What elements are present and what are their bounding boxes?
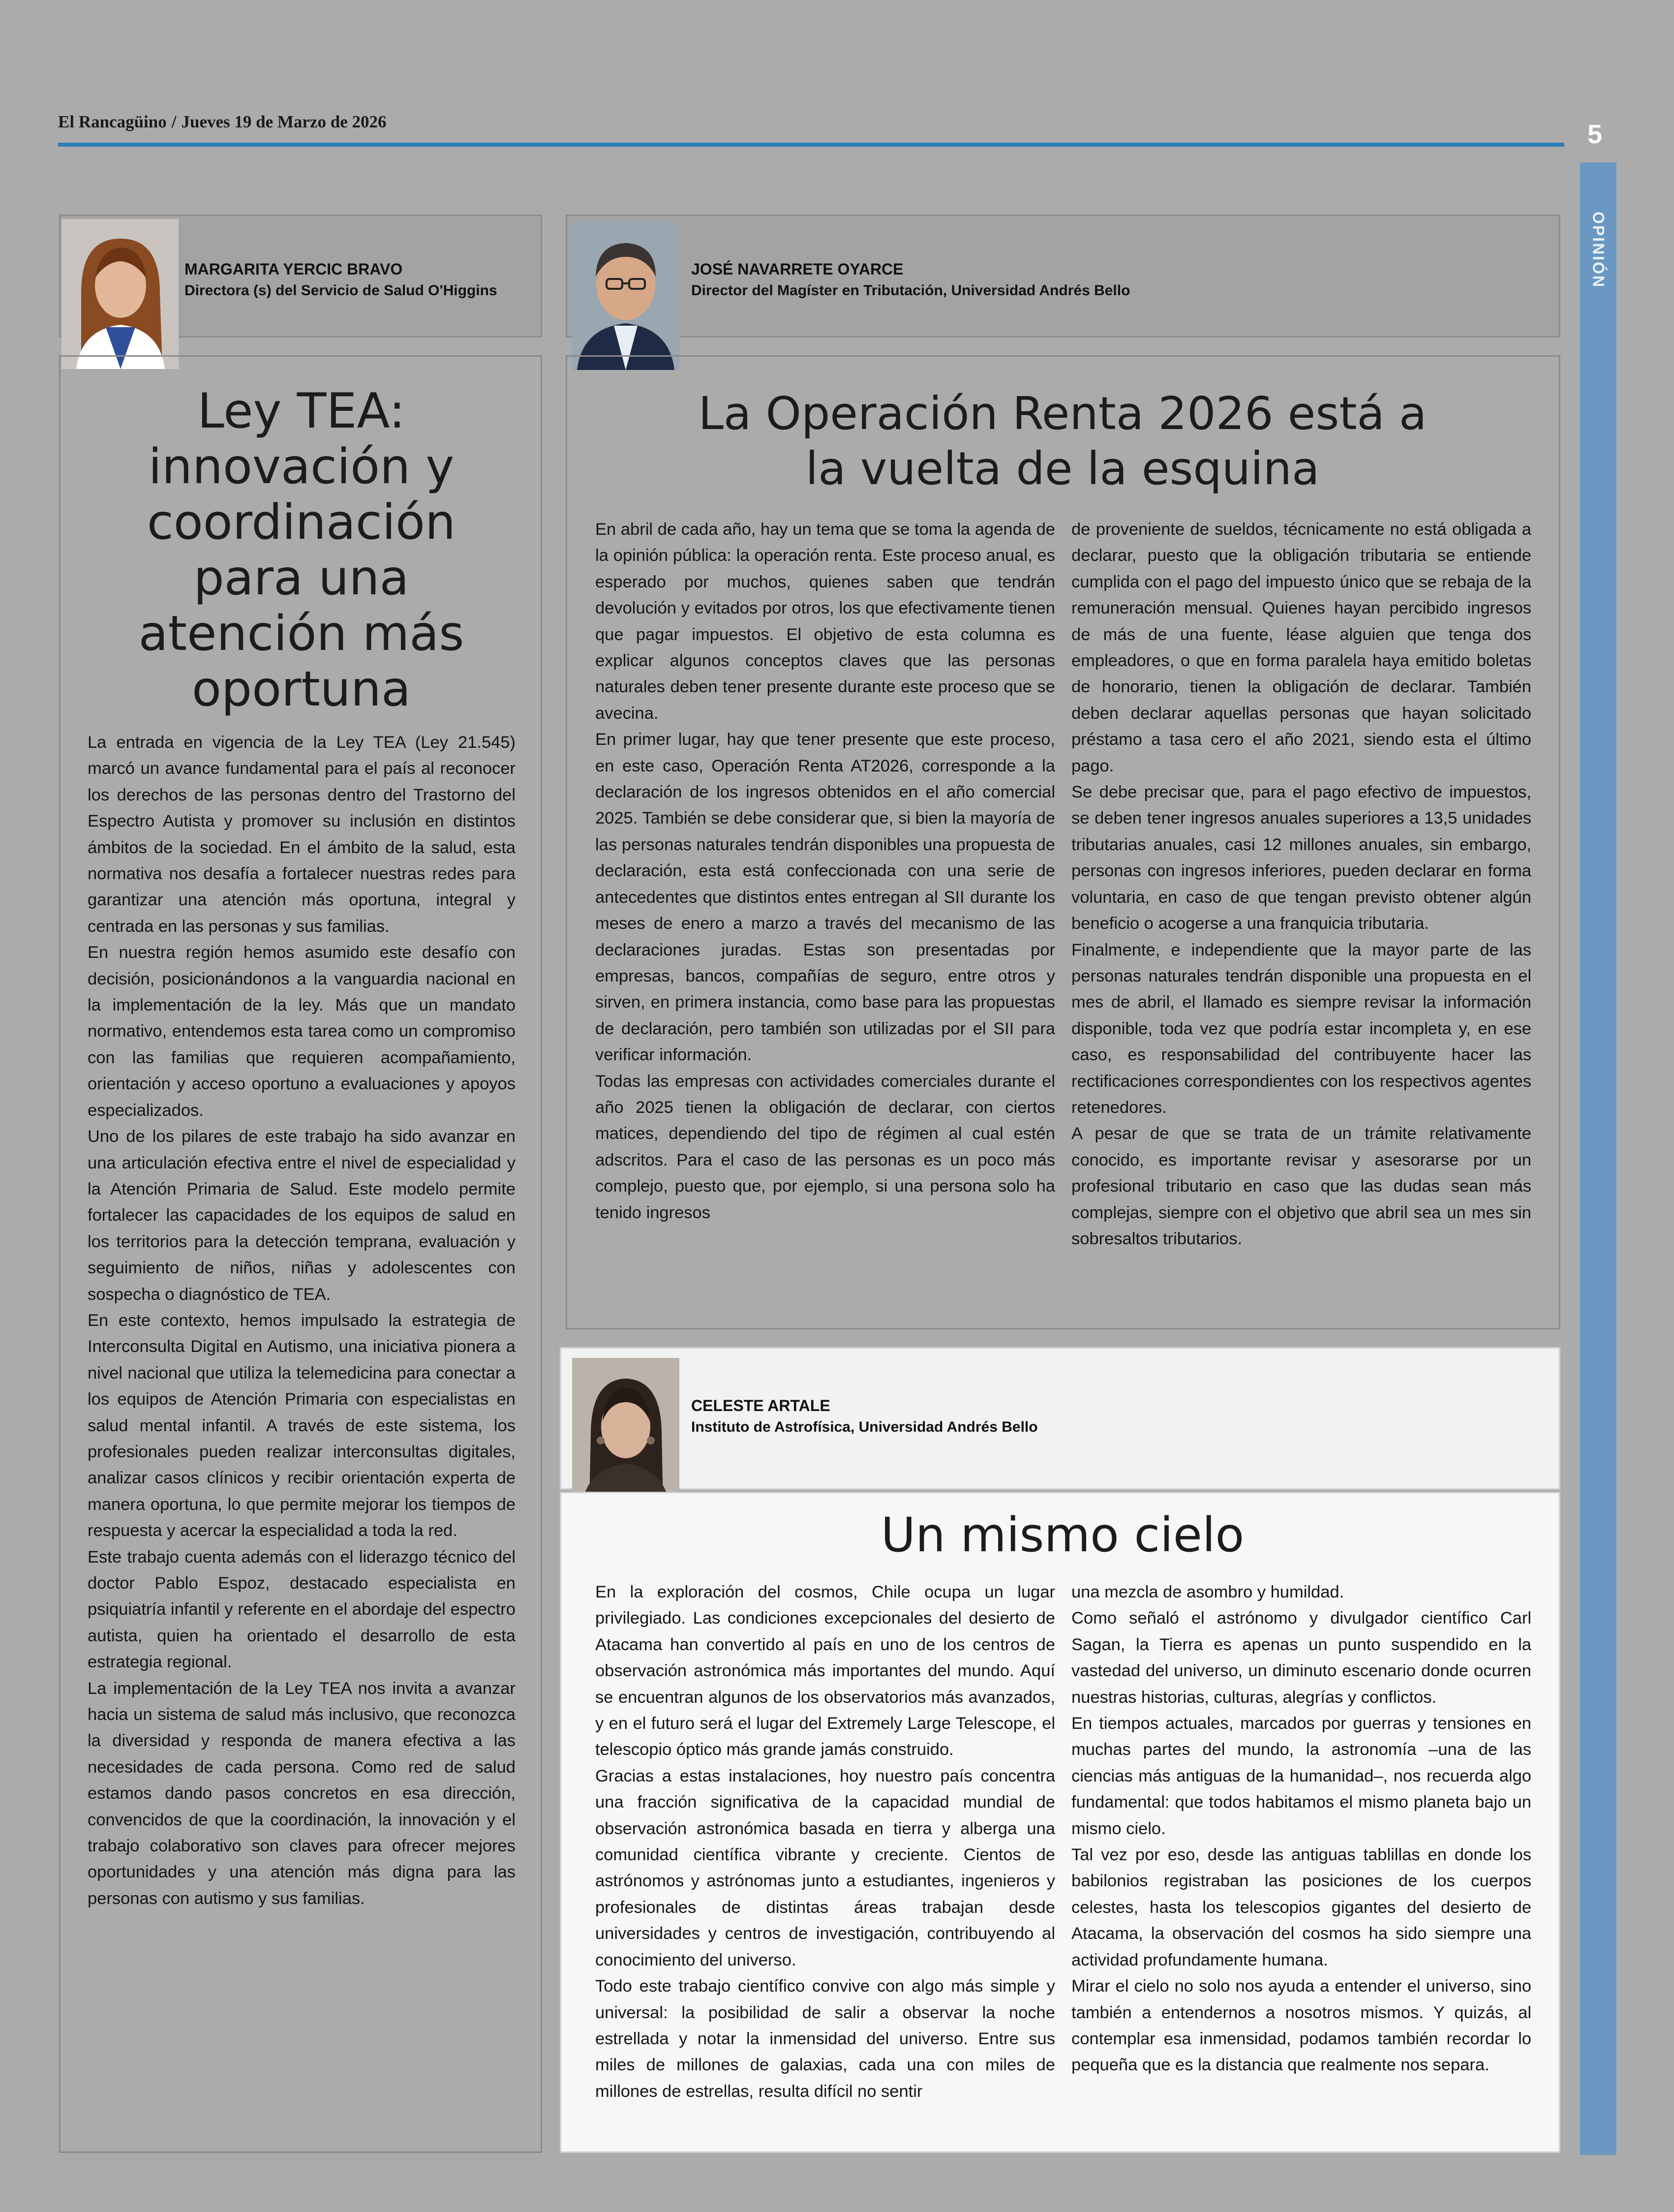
author-block-artale bbox=[691, 1395, 1527, 1438]
body-renta-col-1 bbox=[595, 517, 1055, 1226]
issue-date: Jueves 19 de Marzo de 2026 bbox=[181, 112, 387, 131]
body-ley-tea bbox=[88, 730, 516, 1912]
author-photo-yercic bbox=[61, 219, 179, 369]
headline-ley-tea: Ley TEA: innovación y coordinación para una atención más oportuna bbox=[138, 383, 464, 717]
author-name: MARGARITA YERCIC BRAVO bbox=[184, 260, 403, 278]
paragraph: En este contexto, hemos impulsado la estrategia de Interconsulta Digital en Autismo, una iniciativa pionera a nivel nacional que utiliza la telemedicina para conectar a los equipos de Atención Primaria con especialistas en salud mental infantil. A través de este sistema, los profesionales pueden realizar interconsultas digitales, analizar casos clínicos y recibir orientación experta de manera oportuna, lo que permite mejorar los tiempos de respuesta y acercar la especialidad a toda la red. bbox=[88, 1311, 516, 1540]
paragraph: Tal vez por eso, desde las antiguas tablillas en donde los babilonios registraban las posiciones de los cuerpos celestes, hasta los telescopios gigantes del desierto de Atacama, la observación del cosmos ha sido siempre una actividad profundamente humana. bbox=[1071, 1845, 1531, 1969]
paragraph: Mirar el cielo no solo nos ayuda a entender el universo, sino también a entendernos a nosotros mismos. Y quizás, al contemplar esa inmensidad, podamos también recordar lo pequeña que es la distancia que realmente nos separa. bbox=[1071, 1977, 1531, 2075]
paragraph: de proveniente de sueldos, técnicamente no está obligada a declarar, puesto que la obligación tributaria se entiende cumplida con el pago del impuesto único que se rebaja de la remuneración mensual. Quienes hayan percibido ingresos de más de una fuente, léase alguien que tenga dos empleadores, o que en forma paralela haya emitido boletas de honorario, tienen la obligación de declarar. También deben declarar aquellas personas que hayan solicitado préstamo a tasa cero el año 2021, siendo esta el último pago. bbox=[1071, 520, 1531, 775]
section-label: OPINIÓN bbox=[1589, 212, 1608, 289]
author-block-navarrete bbox=[691, 258, 1527, 302]
paragraph: Como señaló el astrónomo y divulgador científico Carl Sagan, la Tierra es apenas un punto suspendido en la vastedad del universo, un diminuto escenario donde ocurren nuestras historias, culturas, alegrías y conflictos. bbox=[1071, 1609, 1531, 1707]
paragraph: En nuestra región hemos asumido este desafío con decisión, posicionándonos a la vanguardia nacional en la implementación de la ley. Más que un mandato normativo, entendemos esta tarea como un compromiso con las familias que requieren acompañamiento, orientación y acceso oportuno a evaluaciones y apoyos especializados. bbox=[88, 943, 516, 1120]
paragraph: Se debe precisar que, para el pago efectivo de impuestos, se deben tener ingresos anuales superiores a 13,5 unidades tributarias anuales, casi 12 millones anuales, sin embargo, personas con ingresos inferiores, pueden declarar en forma voluntaria, en caso de que tengan previsto obtener algún beneficio o acogerse a una franquicia tributaria. bbox=[1071, 783, 1531, 933]
author-role: Directora (s) del Servicio de Salud O'Higgins bbox=[184, 282, 497, 299]
section-side-strip bbox=[1580, 162, 1616, 2155]
paragraph: Finalmente, e independiente que la mayor parte de las personas naturales tendrán disponible una propuesta en el mes de abril, el llamado es siempre revisar la información disponible, toda vez que podría estar incompleta y, en ese caso, es responsabilidad del contribuyente hacer las rectificaciones correspondientes con los respectivos agentes retenedores. bbox=[1071, 940, 1531, 1117]
paragraph: En tiempos actuales, marcados por guerras y tensiones en muchas partes del mundo, la astronomía –una de las ciencias más antiguas de la humanidad–, nos recuerda algo fundamental: que todos habitamos el mismo planeta bajo un mismo cielo. bbox=[1071, 1714, 1531, 1838]
paragraph: La implementación de la Ley TEA nos invita a avanzar hacia un sistema de salud más inclusivo, que reconozca la diversidad y responda de manera efectiva a las necesidades de cada persona. Como red de salud estamos dando pasos concretos en esa dirección, convencidos de que la coordinación, la innovación y el trabajo colaborativo son claves para ofrecer mejores oportunidades y una atención más digna para las personas con autismo y sus familias. bbox=[88, 1679, 516, 1908]
body-cielo-col-1 bbox=[595, 1579, 1055, 2105]
author-name: JOSÉ NAVARRETE OYARCE bbox=[691, 260, 904, 278]
masthead-separator: / bbox=[171, 112, 177, 131]
paragraph: una mezcla de asombro y humildad. bbox=[1071, 1583, 1344, 1601]
author-name: CELESTE ARTALE bbox=[691, 1397, 830, 1414]
paragraph: Todo este trabajo científico convive con algo más simple y universal: la posibilidad de salir a observar la noche estrellada y notar la inmensidad del universo. Entre sus miles de millones de galaxias, cada una con miles de millones de estrellas, resulta difícil no sentir bbox=[595, 1977, 1055, 2101]
author-role: Director del Magíster en Tributación, Universidad Andrés Bello bbox=[691, 282, 1130, 299]
paragraph: Este trabajo cuenta además con el liderazgo técnico del doctor Pablo Espoz, destacado especialista en psiquiatría infantil y referente en el abordaje del espectro autista, quien ha orientado el desarrollo de esta estrategia regional. bbox=[88, 1547, 516, 1672]
body-renta-col-2 bbox=[1071, 517, 1531, 1252]
page-number: 5 bbox=[1587, 120, 1603, 149]
woman-portrait-icon bbox=[61, 219, 179, 369]
author-photo-navarrete bbox=[572, 222, 679, 370]
paragraph: En abril de cada año, hay un tema que se toma la agenda de la opinión pública: la operación renta. Este proceso anual, es esperado por muchos, quienes saben que tendrán devolución y evitados por otros, los que efectivamente tienen que pagar impuestos. El objetivo de esta columna es explicar algunos conceptos claves que las personas naturales deben tener presente durante este proceso que se avecina. bbox=[595, 520, 1055, 723]
headline-cielo: Un mismo cielo bbox=[881, 1507, 1245, 1563]
author-role: Instituto de Astrofísica, Universidad Andrés Bello bbox=[691, 1419, 1038, 1435]
paragraph: Gracias a estas instalaciones, hoy nuestro país concentra una fracción significativa de la capacidad mundial de observación astronómica basada en tierra y alberga una comunidad científica vibrante y creciente. Cientos de astrónomos y astrónomas junto a estudiantes, ingenieros y profesionales de distintas áreas trabajan desde universidades y centros de investigación, contribuyendo al conocimiento del universo. bbox=[595, 1766, 1055, 1969]
author-photo-artale bbox=[572, 1358, 679, 1505]
paragraph: A pesar de que se trata de un trámite relativamente conocido, es importante revisar y asesorarse por un profesional tributario en caso que las dudas sean más complejas, siempre con el objetivo que abril sea un mes sin sobresaltos tributarios. bbox=[1071, 1124, 1531, 1248]
newspaper-name: El Rancagüino bbox=[58, 112, 167, 131]
masthead bbox=[58, 112, 387, 132]
paragraph: Todas las empresas con actividades comerciales durante el año 2025 tienen la obligación de declarar, con ciertos matices, dependiendo del tipo de régimen al cual estén adscritos. Para el caso de las personas es un poco más complejo, puesto que, por ejemplo, si una persona solo ha tenido ingresos bbox=[595, 1072, 1055, 1222]
paragraph: Uno de los pilares de este trabajo ha sido avanzar en una articulación efectiva entre el nivel de especialidad y la Atención Primaria de Salud. Este modelo permite fortalecer las capacidades de los equipos de salud en los territorios para la detección temprana, evaluación y seguimiento de niños, niñas y adolescentes con sospecha o diagnóstico de TEA. bbox=[88, 1127, 516, 1304]
author-block-yercic bbox=[184, 258, 529, 302]
body-cielo-col-2 bbox=[1071, 1579, 1531, 2079]
woman-portrait-icon bbox=[572, 1358, 679, 1505]
paragraph: En la exploración del cosmos, Chile ocupa un lugar privilegiado. Las condiciones excepcionales del desierto de Atacama han convertido al país en uno de los centros de observación astronómica más importantes del mundo. Aquí se encuentran algunos de los observatorios más avanzados, y en el futuro será el lugar del Extremely Large Telescope, el telescopio óptico más grande jamás construido. bbox=[595, 1583, 1055, 1759]
headline-renta: La Operación Renta 2026 está a la vuelta de la esquina bbox=[698, 387, 1427, 495]
paragraph: La entrada en vigencia de la Ley TEA (Ley 21.545) marcó un avance fundamental para el país al reconocer los derechos de las personas dentro del Trastorno del Espectro Autista y promover su inclusión en distintos ámbitos de la sociedad. En el ámbito de la salud, esta normativa nos desafía a fortalecer nuestras redes para garantizar una atención más oportuna, integral y centrada en las personas y sus familias. bbox=[88, 733, 516, 936]
man-portrait-icon bbox=[572, 222, 679, 370]
paragraph: En primer lugar, hay que tener presente que este proceso, en este caso, Operación Renta AT2026, corresponde a la declaración de los ingresos obtenidos en el año comercial 2025. También se debe considerar que, si bien la mayoría de las personas naturales tendrán disponibles una propuesta de declaración, esta está confeccionada con una serie de antecedentes que distintos entes entregan al SII durante los meses de enero a marzo a través del mecanismo de las declaraciones juradas. Estas son presentadas por empresas, bancos, compañías de seguro, entre otros y sirven, en primera instancia, como base para las propuestas de declaración, pero también son utilizadas por el SII para verificar información. bbox=[595, 730, 1055, 1065]
header-rule bbox=[58, 143, 1564, 147]
